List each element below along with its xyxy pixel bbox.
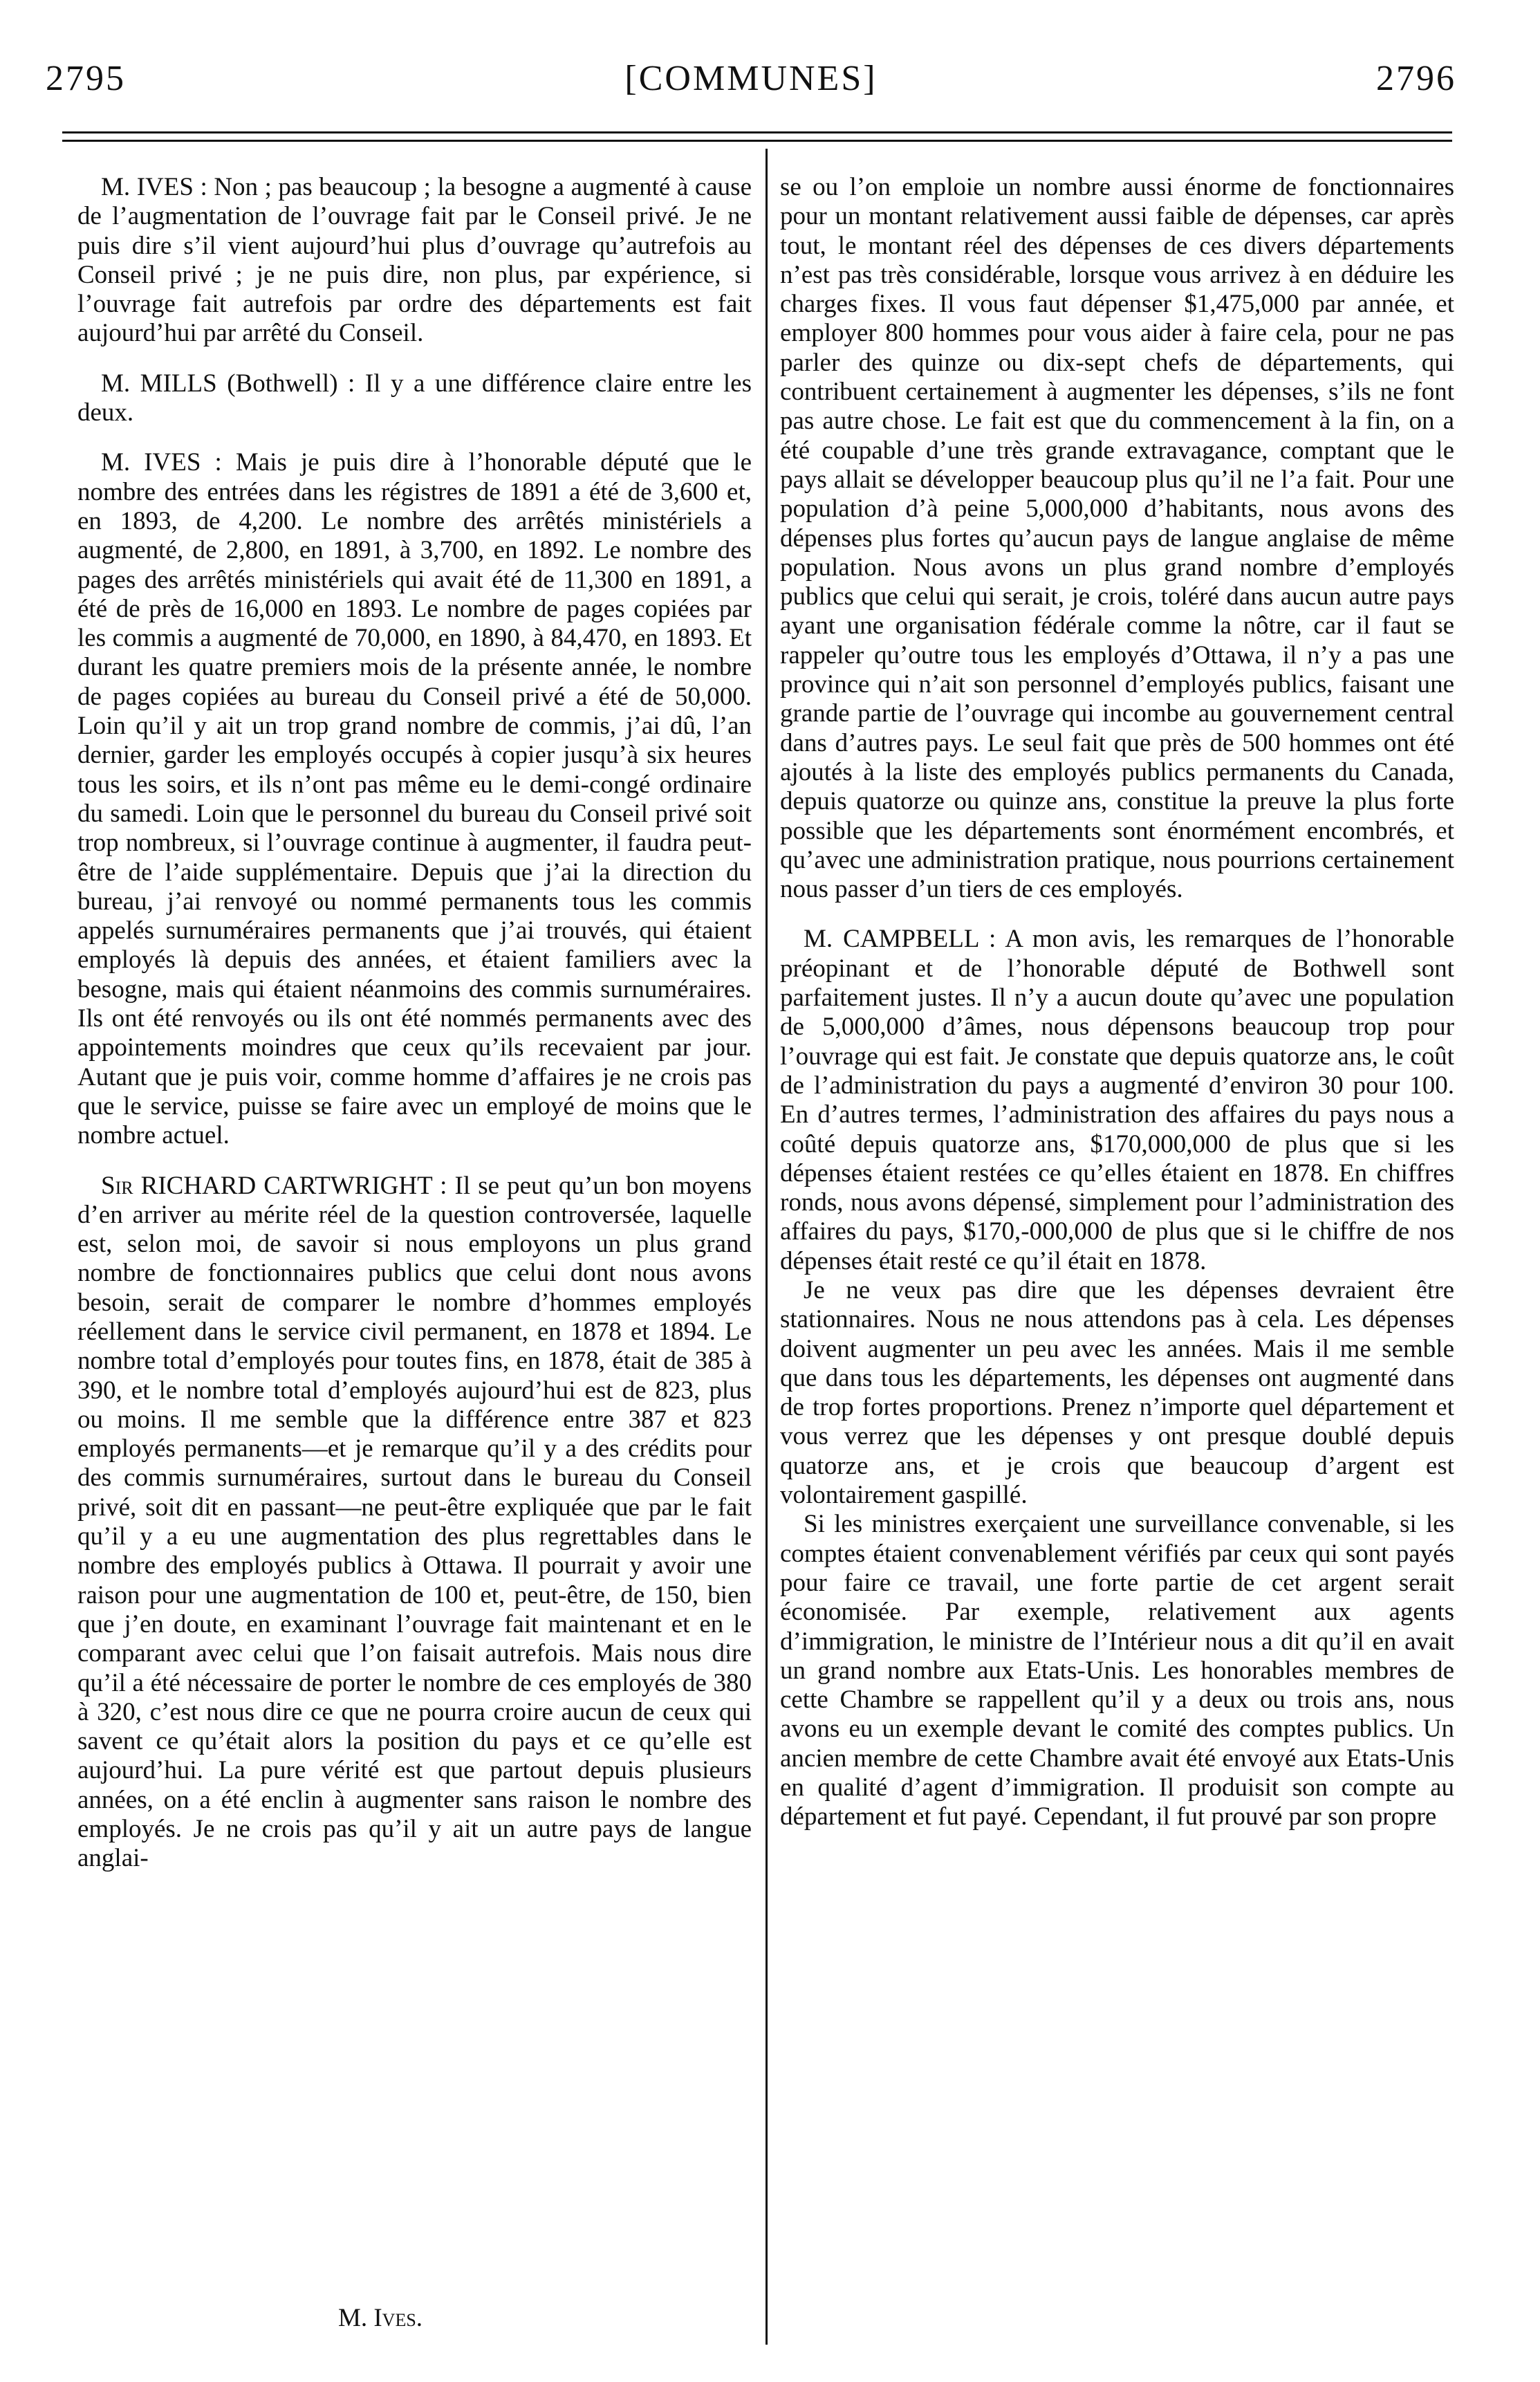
page-number-right: 2796 — [1375, 58, 1456, 98]
running-header — [46, 47, 1456, 109]
paragraph-ives-1 — [77, 173, 752, 349]
paragraph-continuation — [780, 173, 1454, 904]
paragraph-text: Mais je puis dire à l’honorable député que le nombre des entrées dans les régistres de 1891 a été de 3,600 et, en 1893, de 4,200. Le nombre des arrêtés ministériels a augmenté, de 2,800, en 1891, à 3,700, en 1892. Le nombre des pages des arrêtés ministériels qui avait été de 11,300 en 1891, a été de près de 16,000 en 1893. Le nombre de pages copiées par les commis a augmenté de 70,000, en 1890, à 84,470, en 1893. Et durant les quatre premiers mois de la présente année, le nombre de pages copiées au bureau du Conseil privé a été de 50,000. Loin qu’il y ait un trop grand nombre de commis, j’ai dû, l’an dernier, garder les employés occupés à copier jusqu’à six heures tous les soirs, et ils n’ont pas même eu le demi-congé ordinaire du samedi. Loin que le personnel du bureau du Conseil privé soit trop nombreux, si l’ouvrage continue à augmenter, il faudra peut-être de l’aide supplémentaire. Depuis que j’ai la direction du bureau, j’ai renvoyé ou nommé permanents tous les commis appelés surnuméraires permanents que j’ai trouvés, qui étaient employés là depuis des années, et étaient familiers avec la besogne, mais qui étaient néanmoins des commis surnuméraires. Ils ont été renvoyés ou ils ont été nommés permanents avec des appointements moindres que ceux qu’ils recevaient par jour. Autant que je puis voir, comme homme d’affaires je ne crois pas que le service, puisse se faire avec un employé de moins que le nombre actuel. — [77, 448, 752, 1150]
paragraph-mills — [77, 369, 752, 428]
column-divider — [766, 149, 768, 2345]
paragraph-campbell-3 — [780, 1510, 1454, 1831]
paragraph-ives-2 — [77, 448, 752, 1150]
paragraph-text: Non ; pas beaucoup ; la besogne a augmenté à cause de l’augmentation de l’ouvrage fait par le Conseil privé. Je ne puis dire s’il vient aujourd’hui plus d’ouvrage qu’autrefois au Conseil privé ; je ne puis dire, non plus, par expérience, si l’ouvrage fait autrefois par ordre des départements est fait aujourd’hui par arrêté du Conseil. — [77, 173, 752, 348]
paragraph-text: (Bothwell) : Il y a une différence claire entre les deux. — [77, 369, 752, 427]
footer-speaker: M. Ives. — [337, 2304, 423, 2332]
speaker-name: M. MILLS — [101, 369, 217, 398]
speaker-name: M. CAMPBELL : — [804, 925, 996, 954]
paragraph-text: Il se peut qu’un bon moyens d’en arriver au mérite réel de la question controversée, laquelle est, selon moi, de savoir si nous employons un plus grand nombre de fonctionnaires publics que celui dont nous avons besoin, serait de comparer le nombre d’hommes employés réellement dans le service civil permanent, en 1878 et 1894. Le nombre total d’employés pour toutes fins, en 1878, était de 385 à 390, et le nombre total d’employés aujourd’hui est de 823, plus ou moins. Il me semble que la différence entre 387 et 823 employés permanents—et je remarque qu’il y a des crédits pour des commis surnuméraires, surtout dans le bureau du Conseil privé, soit dit en passant—ne peut-être expliquée que par le fait qu’il y a eu une augmentation des plus regrettables dans le nombre des employés publics à Ottawa. Il pourrait y avoir une raison pour une augmentation de 100 et, peut-être, de 150, bien que j’en doute, en examinant l’ouvrage fait maintenant et en le comparant avec celui que l’on faisait autrefois. Mais nous dire qu’il a été nécessaire de porter le nombre de ces employés de 380 à 320, c’est nous dire ce que ne pourra croire aucun de ceux qui savent ce qu’était alors la position du pays et ce qu’elle est aujourd’hui. La pure vérité est que partout depuis plusieurs années, on a été enclin à augmenter sans raison le nombre des employés. Je ne crois pas qu’il y ait un autre pays de langue anglai- — [77, 1171, 752, 1873]
speaker-name: M. IVES : — [101, 173, 207, 201]
page-title: [COMMUNES] — [624, 58, 878, 98]
page-number-left: 2795 — [46, 58, 126, 98]
paragraph-campbell — [780, 925, 1454, 1276]
paragraph-campbell-2 — [780, 1276, 1454, 1510]
speaker-name: Sir RICHARD CARTWRIGHT : — [101, 1171, 447, 1200]
right-column — [780, 173, 1454, 1832]
left-column — [77, 173, 752, 1874]
paragraph-cartwright — [77, 1172, 752, 1874]
header-rule-bottom — [62, 140, 1452, 142]
paragraph-text: Je ne veux pas dire que les dépenses devraient être stationnaires. Nous ne nous attendons pas à cela. Les dépenses doivent augmenter un peu avec les années. Mais il me semble que dans tous les départements, les dépenses ont augmenté dans de trop fortes proportions. Prenez n’importe quel département et vous verrez que les dépenses y ont presque doublé depuis quatorze ans, et je crois que beaucoup d’argent est volontairement gaspillé. — [780, 1275, 1454, 1510]
header-rule-top — [62, 131, 1452, 133]
speaker-name: M. IVES : — [101, 448, 222, 477]
paragraph-text: se ou l’on emploie un nombre aussi énorme de fonctionnaires pour un montant relativement aussi faible de dépenses, car après tout, le montant réel des dépenses de ces divers départements n’est pas très considérable, lorsque vous arrivez à en déduire les charges fixes. Il vous faut dépenser $1,475,000 par année, et employer 800 hommes pour vous aider à faire cela, pour ne pas parler des quinze ou dix-sept chefs de départements, qui contribuent certainement à augmenter les dépenses, s’ils ne font pas autre chose. Le fait est que du commencement à la fin, on a été coupable d’une très grande extravagance, comptant que le pays allait se développer beaucoup plus qu’il ne l’a fait. Pour une population d’à peine 5,000,000 d’habitants, nous avons des dépenses plus fortes qu’aucun pays de langue anglaise de même population. Nous avons un plus grand nombre d’employés publics que celui qui serait, je crois, toléré dans aucun autre pays ayant une organisation fédérale comme la nôtre, car il faut se rappeler qu’outre tous les employés d’Ottawa, il n’y a pas une province qui n’ait son personnel d’employés publics, faisant une grande partie de l’ouvrage qui incombe au gouvernement central dans d’autres pays. Le seul fait que près de 500 hommes ont été ajoutés à la liste des employés publics permanents du Canada, depuis quatorze ou quinze ans, constitue la preuve la plus forte possible que les départements sont énormément encombrés, et qu’avec une administration pratique, nous pourrions certainement nous passer d’un tiers de ces employés. — [780, 173, 1454, 904]
paragraph-text: Si les ministres exerçaient une surveillance convenable, si les comptes étaient convenablement vérifiés par ceux qui sont payés pour faire ce travail, une forte partie de cet argent serait économisée. Par exemple, relativement aux agents d’immigration, le ministre de l’Intérieur nous a dit qu’il en avait un grand nombre aux Etats-Unis. Les honorables membres de cette Chambre se rappellent qu’il y a deux ou trois ans, nous avons eu un exemple devant le comité des comptes publics. Un ancien membre de cette Chambre avait été envoyé aux Etats-Unis en qualité d’agent d’immigration. Il produisit son compte au département et fut payé. Cependant, il fut prouvé par son propre — [780, 1510, 1454, 1831]
paragraph-text: A mon avis, les remarques de l’honorable préopinant et de l’honorable député de Bothwell sont parfaitement justes. Il n’y a aucun doute qu’avec une population de 5,000,000 d’âmes, nous dépensons beaucoup trop pour l’ouvrage qui est fait. Je constate que depuis quatorze ans, le coût de l’administration du pays a augmenté d’environ 30 pour 100. En d’autres termes, l’administration des affaires du pays nous a coûté depuis quatorze ans, $170,000,000 de plus que si les dépenses étaient restées ce qu’elles étaient en 1878. En chiffres ronds, nous avons dépensé, simplement pour l’administration des affaires du pays, $170,-000,000 de plus que si le chiffre de nos dépenses était resté ce qu’il était en 1878. — [780, 925, 1454, 1275]
